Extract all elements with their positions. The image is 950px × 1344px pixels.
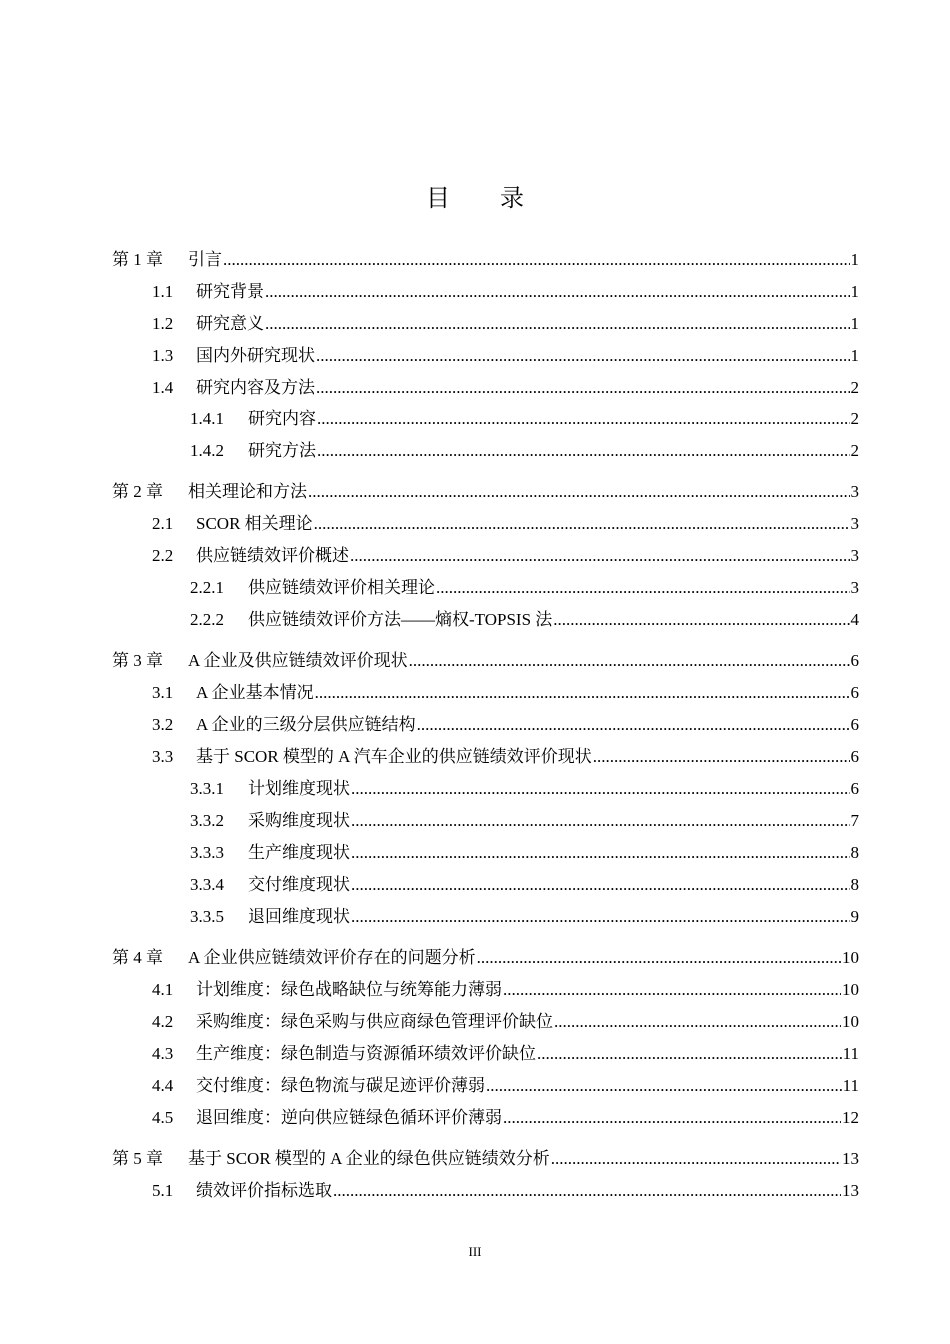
dot-leader <box>503 978 841 1002</box>
toc-entry-number: 3.3 <box>152 747 174 766</box>
dot-leader <box>265 280 850 304</box>
toc-entry-page: 13 <box>842 1181 859 1200</box>
toc-entry-page: 7 <box>850 811 859 830</box>
dot-leader <box>314 512 850 536</box>
toc-entry-number: 3.3.2 <box>190 811 224 830</box>
toc-entry-number: 4.1 <box>152 980 174 999</box>
toc-entry-page: 3 <box>850 482 859 501</box>
toc-entry-page: 1 <box>850 314 859 333</box>
dot-leader <box>417 713 850 737</box>
toc-entry-number: 第 5 章 <box>112 1149 163 1168</box>
toc-entry[interactable] <box>112 1147 859 1171</box>
toc-entry[interactable] <box>152 713 859 737</box>
toc-entry[interactable] <box>112 248 859 272</box>
toc-entry-number: 1.1 <box>152 282 174 301</box>
toc-entry-title: 退回维度：逆向供应链绿色循环评价薄弱 <box>196 1108 502 1127</box>
toc-entry[interactable] <box>152 978 859 1002</box>
dot-leader <box>351 873 850 897</box>
toc-entry-title: 引言 <box>188 250 222 269</box>
dot-leader <box>351 809 850 833</box>
toc-entry-number: 第 3 章 <box>112 651 163 670</box>
toc-entry-number: 1.3 <box>152 346 174 365</box>
toc-entry[interactable] <box>190 407 859 431</box>
toc-entry-number: 4.4 <box>152 1076 174 1095</box>
toc-entry-title: 计划维度：绿色战略缺位与统筹能力薄弱 <box>196 980 502 999</box>
toc-entry-title: A 企业供应链绩效评价存在的问题分析 <box>188 948 476 967</box>
toc-entry-number: 3.3.5 <box>190 907 224 926</box>
toc-entry-number: 3.3.4 <box>190 875 224 894</box>
toc-entry-page: 3 <box>850 514 859 533</box>
toc-entry-page: 6 <box>850 747 859 766</box>
toc-entry-title: 交付维度现状 <box>248 875 350 894</box>
toc-entry-number: 2.2.2 <box>190 610 224 629</box>
dot-leader <box>436 576 850 600</box>
title-char-2: 录 <box>500 186 524 212</box>
toc-entry[interactable] <box>190 841 859 865</box>
toc-entry-page: 6 <box>850 779 859 798</box>
toc-entry-number: 2.2 <box>152 546 174 565</box>
toc-entry-title: 相关理论和方法 <box>188 482 307 501</box>
toc-entry-page: 3 <box>850 578 859 597</box>
toc-entry-page: 8 <box>850 843 859 862</box>
toc-entry-page: 6 <box>850 683 859 702</box>
toc-entry-number: 3.3.3 <box>190 843 224 862</box>
toc-entry-number: 3.2 <box>152 715 174 734</box>
toc-entry-page: 2 <box>850 378 859 397</box>
toc-entry[interactable] <box>112 480 859 504</box>
toc-entry-title: 研究内容及方法 <box>196 378 315 397</box>
toc-entry-title: 供应链绩效评价方法——熵权-TOPSIS 法 <box>248 610 553 629</box>
toc-entry[interactable] <box>152 681 859 705</box>
toc-entry[interactable] <box>152 512 859 536</box>
toc-entry-page: 6 <box>850 715 859 734</box>
toc-entry-title: 计划维度现状 <box>248 779 350 798</box>
toc-entry[interactable] <box>152 1106 859 1130</box>
dot-leader <box>316 344 850 368</box>
dot-leader <box>477 946 841 970</box>
toc-entry[interactable] <box>152 376 859 400</box>
toc-entry-number: 2.1 <box>152 514 174 533</box>
toc-entry-page: 11 <box>842 1044 859 1063</box>
dot-leader <box>553 608 849 632</box>
toc-entry-title: 生产维度现状 <box>248 843 350 862</box>
dot-leader <box>551 1147 841 1171</box>
toc-entry[interactable] <box>152 1179 859 1203</box>
toc-entry[interactable] <box>152 312 859 336</box>
dot-leader <box>350 544 850 568</box>
toc-entry-page: 1 <box>850 282 859 301</box>
toc-entry-title: 研究意义 <box>196 314 264 333</box>
toc-entry-title: 绩效评价指标选取 <box>196 1181 332 1200</box>
dot-leader <box>503 1106 841 1130</box>
toc-entry-title: 研究背景 <box>196 282 264 301</box>
toc-entry-title: 国内外研究现状 <box>196 346 315 365</box>
dot-leader <box>316 376 850 400</box>
toc-entry-page: 9 <box>850 907 859 926</box>
dot-leader <box>537 1042 842 1066</box>
page-title <box>0 178 950 213</box>
toc-entry-title: 供应链绩效评价概述 <box>196 546 349 565</box>
toc-entry-number: 第 1 章 <box>112 250 163 269</box>
toc-entry[interactable] <box>112 649 859 673</box>
toc-entry-title: 退回维度现状 <box>248 907 350 926</box>
dot-leader <box>223 248 850 272</box>
toc-entry[interactable] <box>190 873 859 897</box>
dot-leader <box>486 1074 842 1098</box>
toc-entry-page: 2 <box>850 409 859 428</box>
toc-entry-page: 12 <box>842 1108 859 1127</box>
toc-entry-title: 采购维度：绿色采购与供应商绿色管理评价缺位 <box>196 1012 553 1031</box>
toc-entry[interactable] <box>152 280 859 304</box>
toc-entry-title: 研究内容 <box>248 409 316 428</box>
toc-entry[interactable] <box>152 1042 859 1066</box>
toc-entry-page: 10 <box>842 1012 859 1031</box>
toc-entry-number: 4.5 <box>152 1108 174 1127</box>
toc-entry-title: 生产维度：绿色制造与资源循环绩效评价缺位 <box>196 1044 536 1063</box>
toc-entry-page: 13 <box>842 1149 859 1168</box>
page-number: III <box>468 1244 482 1259</box>
toc-entry-title: 供应链绩效评价相关理论 <box>248 578 435 597</box>
toc-entry-number: 5.1 <box>152 1181 174 1200</box>
toc-entry-page: 2 <box>850 441 859 460</box>
toc-entry-number: 4.2 <box>152 1012 174 1031</box>
toc-entry-number: 第 4 章 <box>112 948 163 967</box>
toc-entry[interactable] <box>152 1074 859 1098</box>
toc-entry-number: 1.4.2 <box>190 441 224 460</box>
toc-entry-page: 6 <box>850 651 859 670</box>
toc-entry[interactable] <box>152 1010 859 1034</box>
toc-entry-page: 8 <box>850 875 859 894</box>
dot-leader <box>317 407 850 431</box>
toc-entry-title: A 企业基本情况 <box>196 683 314 702</box>
dot-leader <box>351 905 850 929</box>
dot-leader <box>593 745 850 769</box>
toc-entry-number: 1.2 <box>152 314 174 333</box>
toc-entry-number: 2.2.1 <box>190 578 224 597</box>
toc-entry-number: 4.3 <box>152 1044 174 1063</box>
toc-entry[interactable] <box>112 946 859 970</box>
toc-entry-title: SCOR 相关理论 <box>196 514 313 533</box>
toc-entry[interactable] <box>152 745 859 769</box>
toc-entry[interactable] <box>152 344 859 368</box>
toc-entry-page: 11 <box>842 1076 859 1095</box>
dot-leader <box>351 841 850 865</box>
toc-entry-title: 基于 SCOR 模型的 A 企业的绿色供应链绩效分析 <box>188 1149 550 1168</box>
toc-entry-title: A 企业及供应链绩效评价现状 <box>188 651 408 670</box>
title-char-1: 目 <box>426 186 450 212</box>
toc-entry[interactable] <box>190 809 859 833</box>
toc-entry-number: 3.3.1 <box>190 779 224 798</box>
toc-entry[interactable] <box>190 608 859 632</box>
toc-entry-number: 1.4 <box>152 378 174 397</box>
toc-entry-page: 4 <box>850 610 859 629</box>
dot-leader <box>308 480 850 504</box>
toc-entry-number: 1.4.1 <box>190 409 224 428</box>
toc-entry[interactable] <box>152 544 859 568</box>
dot-leader <box>554 1010 841 1034</box>
dot-leader <box>409 649 850 673</box>
toc-entry-page: 3 <box>850 546 859 565</box>
toc-entry-page: 10 <box>842 980 859 999</box>
dot-leader <box>265 312 850 336</box>
toc-entry-number: 3.1 <box>152 683 174 702</box>
toc-entry-title: 交付维度：绿色物流与碳足迹评价薄弱 <box>196 1076 485 1095</box>
toc-entry-page: 10 <box>842 948 859 967</box>
toc-entry[interactable] <box>190 905 859 929</box>
toc-entry-page: 1 <box>850 346 859 365</box>
toc-entry[interactable] <box>190 439 859 463</box>
toc-entry-title: 研究方法 <box>248 441 316 460</box>
toc-entry[interactable] <box>190 576 859 600</box>
dot-leader <box>317 439 850 463</box>
toc-entry[interactable] <box>190 777 859 801</box>
toc-entry-title: 基于 SCOR 模型的 A 汽车企业的供应链绩效评价现状 <box>196 747 592 766</box>
toc-entry-number: 第 2 章 <box>112 482 163 501</box>
toc-entry-title: A 企业的三级分层供应链结构 <box>196 715 416 734</box>
dot-leader <box>333 1179 841 1203</box>
dot-leader <box>315 681 850 705</box>
dot-leader <box>351 777 850 801</box>
toc-entry-page: 1 <box>850 250 859 269</box>
toc-entry-title: 采购维度现状 <box>248 811 350 830</box>
